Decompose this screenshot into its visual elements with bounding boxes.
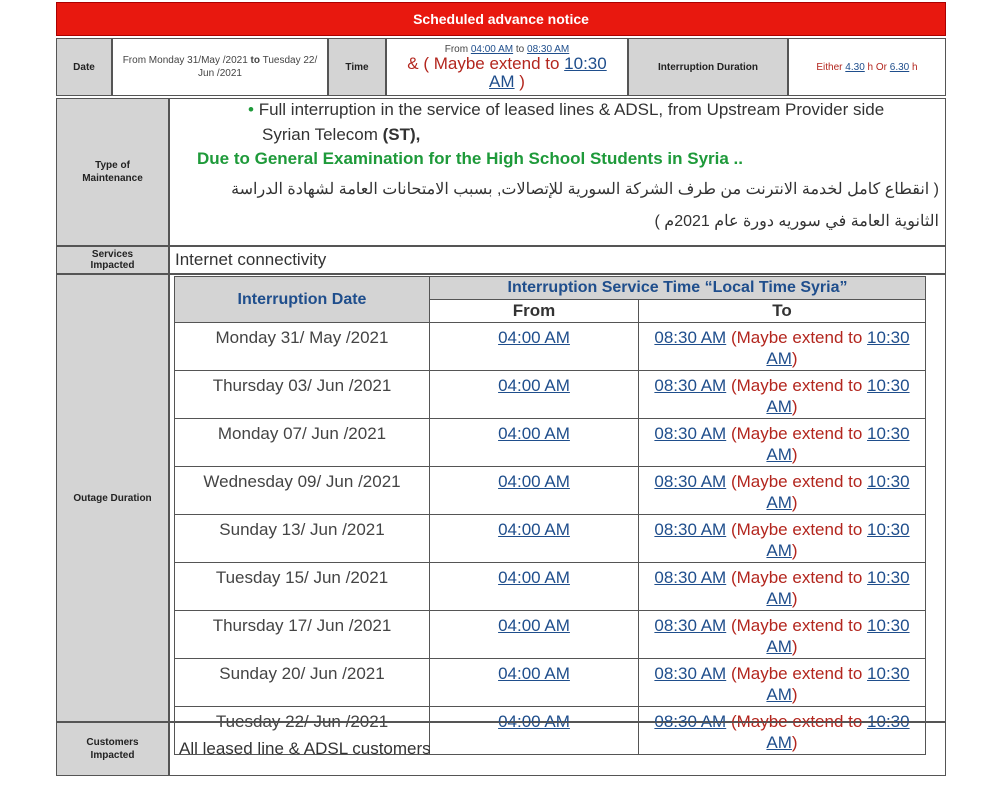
row-extend-am-link[interactable]: AM [766,397,792,416]
row-from-link[interactable]: 04:00 AM [498,376,570,395]
table-row [175,467,926,515]
row-extend-am-link[interactable]: AM [766,685,792,704]
row-to [639,419,926,467]
maintenance-line-3-highlight: General Examination for the High School Students in Syria .. [254,149,743,168]
duration-unit-1: h [867,61,874,73]
maintenance-label: Type of Maintenance [56,98,169,246]
row-to-link[interactable]: 08:30 AM [654,568,727,587]
row-extend-close: ) [791,493,798,512]
row-date: Sunday 20/ Jun /2021 [175,659,430,707]
row-date: Tuesday 15/ Jun /2021 [175,563,430,611]
time-to-link[interactable]: 08:30 AM [527,43,570,55]
time-from-link[interactable]: 04:00 AM [470,43,514,55]
row-extend-text: (Maybe extend to [730,376,863,395]
row-extend-link[interactable]: 10:30 [867,376,910,395]
row-from-link[interactable]: 04:00 AM [498,664,570,683]
row-from-link[interactable]: 04:00 AM [498,424,570,443]
maintenance-line-3-pre: Due to [197,149,250,168]
row-extend-link[interactable]: 10:30 [867,568,910,587]
maintenance-line-1-text: Full interruption in the service of leased lines & ADSL, from Upstream Provider side [258,100,885,119]
table-row [175,323,926,371]
row-extend-close: ) [791,733,798,752]
col-from: From [430,300,639,323]
row-extend-link[interactable]: 10:30 [867,520,910,539]
duration-option-2[interactable]: 6.30 [889,61,910,73]
row-to-link[interactable]: 08:30 AM [654,712,727,731]
table-row [175,419,926,467]
row-to [639,515,926,563]
row-extend-link[interactable]: 10:30 [867,616,910,635]
row-to-link[interactable]: 08:30 AM [654,328,727,347]
row-extend-text: (Maybe extend to [730,664,863,683]
maintenance-line-2 [262,125,420,145]
row-from [430,563,639,611]
row-extend-link[interactable]: 10:30 [867,328,910,347]
row-extend-am-link[interactable]: AM [766,349,792,368]
time-extend-close: ) [519,71,525,91]
date-value [112,38,328,96]
services-label: Services Impacted [56,246,169,274]
row-extend-link[interactable]: 10:30 [867,424,910,443]
maintenance-arabic-1: ( انقطاع كامل لخدمة الانترنت من طرف الشركة السورية للإتصالات, بسبب الامتحانات العامة لشهادة الدراسة [231,181,939,198]
row-date: Monday 31/ May /2021 [175,323,430,371]
row-extend-close: ) [791,349,798,368]
row-extend-close: ) [791,685,798,704]
maintenance-arabic-2: الثانوية العامة في سوريه دورة عام 2021م ) [654,213,939,230]
row-date: Sunday 13/ Jun /2021 [175,515,430,563]
row-from [430,419,639,467]
row-to-link[interactable]: 08:30 AM [654,472,727,491]
row-extend-text: (Maybe extend to [730,520,863,539]
row-to-link[interactable]: 08:30 AM [654,520,727,539]
row-extend-text: (Maybe extend to [730,568,863,587]
table-row [175,611,926,659]
date-from-text: From Monday 31/May /2021 [122,55,248,66]
row-from-link[interactable]: 04:00 AM [498,568,570,587]
time-extend-text: & ( Maybe extend to [407,53,560,73]
row-from-link[interactable]: 04:00 AM [498,328,570,347]
time-label: Time [328,38,386,96]
date-label: Date [56,38,112,96]
row-extend-close: ) [791,397,798,416]
time-value [386,38,628,96]
customers-value: All leased line & ADSL customers [169,722,946,776]
row-from [430,659,639,707]
duration-option-1[interactable]: 4.30 [845,61,865,73]
row-extend-link[interactable]: 10:30 [867,472,910,491]
duration-either: Either [816,61,843,73]
maintenance-line-2-bold: (ST), [382,125,421,144]
table-row [175,563,926,611]
row-extend-am-link[interactable]: AM [766,733,792,752]
duration-label: Interruption Duration [628,38,788,96]
time-extend-am-link[interactable]: AM [489,71,515,91]
row-to-link[interactable]: 08:30 AM [654,616,727,635]
row-date: Thursday 17/ Jun /2021 [175,611,430,659]
row-extend-text: (Maybe extend to [730,712,863,731]
col-interruption-date: Interruption Date [175,277,430,323]
row-date: Monday 07/ Jun /2021 [175,419,430,467]
row-to [639,371,926,419]
row-to [639,323,926,371]
outage-label: Outage Duration [56,274,169,722]
row-extend-am-link[interactable]: AM [766,493,792,512]
row-extend-close: ) [791,637,798,656]
row-extend-close: ) [791,445,798,464]
notice-banner: Scheduled advance notice [56,2,946,36]
row-extend-am-link[interactable]: AM [766,541,792,560]
row-date: Wednesday 09/ Jun /2021 [175,467,430,515]
row-extend-am-link[interactable]: AM [766,589,792,608]
row-extend-text: (Maybe extend to [730,472,863,491]
maintenance-line-2-text: Syrian Telecom [262,125,378,144]
row-extend-text: (Maybe extend to [730,328,863,347]
row-to [639,611,926,659]
time-extend-link[interactable]: 10:30 [564,53,607,73]
outage-schedule-table [174,276,926,755]
row-to [639,659,926,707]
duration-or: Or [875,61,887,73]
row-date: Thursday 03/ Jun /2021 [175,371,430,419]
row-extend-close: ) [791,589,798,608]
row-extend-link[interactable]: 10:30 [867,664,910,683]
col-service-time: Interruption Service Time “Local Time Syria” [430,277,926,300]
row-date: Tuesday 22/ Jun /2021 [175,707,430,755]
date-to-word: to [250,55,260,66]
row-from [430,323,639,371]
time-to-word: to [515,43,525,55]
row-to-link[interactable]: 08:30 AM [654,424,727,443]
table-row [175,371,926,419]
duration-unit-2: h [912,61,918,73]
maintenance-line-3 [197,149,743,169]
row-extend-am-link[interactable]: AM [766,637,792,656]
date-to-text: Tuesday 22/ Jun /2021 [198,55,318,79]
duration-value [788,38,946,96]
row-extend-link[interactable]: 10:30 [867,712,910,731]
time-from-word: From [444,43,469,55]
row-to [639,563,926,611]
row-from [430,611,639,659]
row-from [430,515,639,563]
row-to [639,467,926,515]
services-value: Internet connectivity [169,246,946,274]
maintenance-description [169,98,946,246]
row-from [430,371,639,419]
row-to-link[interactable]: 08:30 AM [654,376,727,395]
row-from-link[interactable]: 04:00 AM [498,712,570,731]
row-extend-text: (Maybe extend to [730,616,863,635]
row-from-link[interactable]: 04:00 AM [498,616,570,635]
table-row [175,515,926,563]
row-from [430,467,639,515]
maintenance-line-1: • Full interruption in the service of leased lines & ADSL, from Upstream Provider side [248,100,885,119]
col-to: To [639,300,926,323]
table-row [175,659,926,707]
row-from-link[interactable]: 04:00 AM [498,472,570,491]
row-extend-text: (Maybe extend to [730,424,863,443]
row-from-link[interactable]: 04:00 AM [498,520,570,539]
customers-label: Customers Impacted [56,722,169,776]
row-to-link[interactable]: 08:30 AM [654,664,727,683]
row-extend-am-link[interactable]: AM [766,445,792,464]
row-extend-close: ) [791,541,798,560]
